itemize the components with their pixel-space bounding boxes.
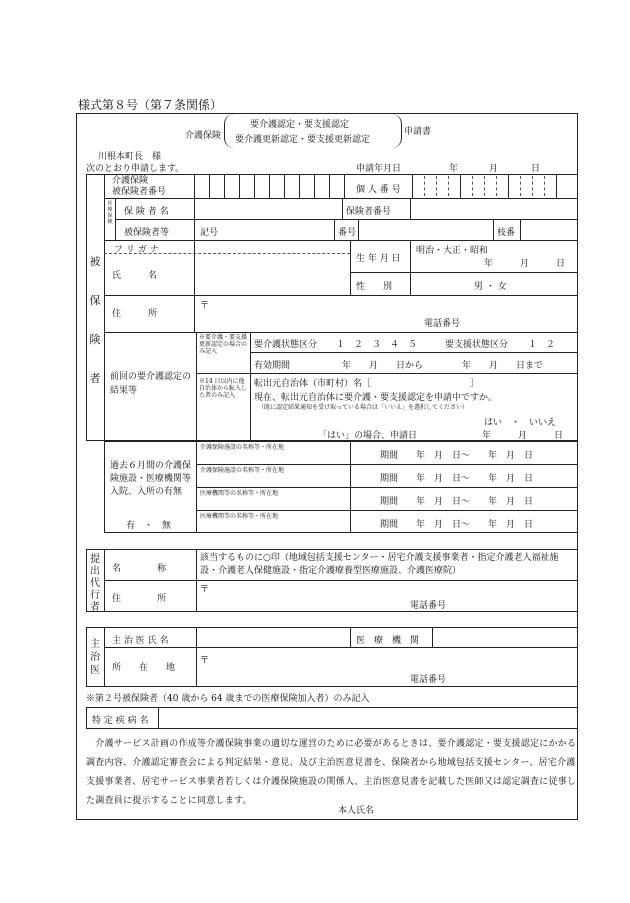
title-prefix: 介護保険 xyxy=(185,131,222,141)
facilities-label: 過去６月間の介護保険施設・医療機関等入院、入所の有無 xyxy=(110,461,192,497)
agent-address-input[interactable] xyxy=(212,581,576,611)
agent-phone-label: 電話番号 xyxy=(410,601,447,611)
symbol-label: 記号 xyxy=(200,228,219,238)
consent-text: 介護サービス計画の作成等介護保険事業の適切な運営のために必要があるときは、要介護認定・要支援認定にかかる調査内容、介護認定審査会による判定結果・意見、及び主治医意見書を、保険者から地域包括支援センター、居宅介護支援事業者、居宅サービス事業者若しくは介護保険施設の関係人、主治医意見書を記載した医師又は認定調査に従事した調査員に提示することに同意します。 xyxy=(86,739,577,806)
postal-mark: 〒 xyxy=(200,301,210,311)
insurer-name-label: 保 険 者 名 xyxy=(124,207,169,217)
title-line1: 要介護認定・要支援認定 xyxy=(250,120,350,130)
furigana-label: フ リ ガ ナ xyxy=(114,245,159,255)
doctor-section-label: 主 治 医 xyxy=(90,639,100,676)
institution-input[interactable] xyxy=(433,628,576,646)
care-level-label: 要介護状態区分 xyxy=(254,340,318,350)
renewal-note: ※要介護・要支援更新認定の場合のみ記入 xyxy=(199,334,248,355)
address-label: 住 所 xyxy=(112,309,158,319)
application-date-label: 申請年月日 xyxy=(356,164,402,174)
address-input[interactable] xyxy=(212,296,576,331)
support-level-label: 要支援状態区分 xyxy=(445,340,509,350)
current-application-note: （既に認定結果通知を受け取っている場合は「いいえ」を選択してください） xyxy=(258,404,469,411)
second-insured-note: ※第２号被保険者（40 歳から 64 歳までの医療保険加入者）のみ記入 xyxy=(86,694,370,704)
symbol-input[interactable] xyxy=(224,220,334,239)
birth-eras[interactable]: 明治・大正・昭和 xyxy=(416,246,489,256)
if-yes-label: 「はい」の場合、申請日 xyxy=(318,431,418,441)
sex-label: 性 別 xyxy=(356,282,393,292)
yes-no-option[interactable]: はい ・ いいえ xyxy=(484,418,557,428)
support-levels[interactable]: １ ２ xyxy=(528,340,556,350)
insurer-number-label: 保険者番号 xyxy=(346,207,392,217)
doctor-address-label: 所 在 地 xyxy=(112,663,176,673)
disease-label: 特 定 疾 病 名 xyxy=(92,716,149,726)
doctor-phone-label: 電話番号 xyxy=(410,675,447,685)
title-suffix: 申請書 xyxy=(404,127,432,137)
addressee: 川根本町長 様 xyxy=(98,152,162,162)
valid-from[interactable]: 年 月 日から xyxy=(342,361,424,371)
agent-postal-mark: 〒 xyxy=(200,585,210,595)
name-input[interactable] xyxy=(195,255,349,294)
doctor-name-input[interactable] xyxy=(197,628,348,646)
agent-name-label: 名 称 xyxy=(112,564,167,574)
valid-to[interactable]: 年 月 日まで xyxy=(462,361,544,371)
medical-insurance-label: 医 療 保 険 xyxy=(107,201,113,225)
disease-input[interactable] xyxy=(159,708,577,728)
facility-row-2-period[interactable]: 期間 年 月 日～ 年 月 日 xyxy=(380,474,534,484)
facility-row-4-period[interactable]: 期間 年 月 日～ 年 月 日 xyxy=(380,520,534,530)
name-label: 氏 名 xyxy=(112,271,158,281)
insured-number-label: 介護保険 被保険者番号 xyxy=(112,176,167,197)
origin-municipality[interactable]: 転出元自治体（市町村）名［ ］ xyxy=(254,379,480,389)
furigana-input[interactable] xyxy=(195,241,349,252)
sex-options[interactable]: 男 ・ 女 xyxy=(474,282,507,292)
doctor-address-input[interactable] xyxy=(212,648,576,686)
number-input[interactable] xyxy=(359,220,493,239)
number-label: 番号 xyxy=(338,228,357,238)
doctor-postal-mark: 〒 xyxy=(200,656,210,666)
facilities-yes-no[interactable]: 有 ・ 無 xyxy=(126,521,172,531)
facility-row-2-label: 介護保険施設の名称等・所在地 xyxy=(200,467,285,474)
transfer-note: ※14 日以内に他自治体から転入した者のみ記入 xyxy=(199,378,248,399)
birth-label: 生 年 月 日 xyxy=(356,254,401,264)
insurer-number-input[interactable] xyxy=(411,199,577,218)
branch-label: 枝番 xyxy=(497,228,516,238)
form-number: 様式第８号（第７条関係） xyxy=(78,98,223,112)
facility-row-4-label: 医療機関等の名称等・所在地 xyxy=(200,513,279,520)
personal-number-input[interactable] xyxy=(413,175,556,197)
date-month: 月 xyxy=(489,164,499,174)
agent-address-label: 住 所 xyxy=(112,594,167,604)
date-day: 日 xyxy=(531,164,541,174)
agent-section-label: 提 出 代 行 者 xyxy=(90,554,100,613)
application-date-input[interactable] xyxy=(422,158,534,172)
facility-row-3-label: 医療機関等の名称等・所在地 xyxy=(200,490,279,497)
personal-number-label: 個 人 番 号 xyxy=(356,185,401,195)
phone-label: 電話番号 xyxy=(424,319,461,329)
current-application-question: 現在、転出元自治体に要介護・要支援認定を申請中ですか。 xyxy=(254,393,498,403)
facility-row-1-label: 介護保険施設の名称等・所在地 xyxy=(200,444,285,451)
signature-input[interactable] xyxy=(380,800,570,816)
agent-note[interactable]: 該当するものに○印（地域包括支援センター・居宅介護支援事業者・指定介護老人福祉施設・介護老人保健施設・指定介護療養型医療施設、介護医療院） xyxy=(200,553,559,576)
doctor-name-label: 主 治 医 氏 名 xyxy=(112,636,169,646)
signature-label: 本人氏名 xyxy=(338,806,375,816)
date-year: 年 xyxy=(449,164,459,174)
valid-period-label: 有効期間 xyxy=(254,361,291,371)
care-levels[interactable]: １ ２ ３ ４ ５ xyxy=(336,340,418,350)
facility-row-3-period[interactable]: 期間 年 月 日～ 年 月 日 xyxy=(380,497,534,507)
facility-row-1-period[interactable]: 期間 年 月 日～ 年 月 日 xyxy=(380,451,534,461)
branch-input[interactable] xyxy=(521,220,577,239)
insured-etc-label: 被保険者等 xyxy=(124,228,170,238)
intro-text: 次のとおり申請します。 xyxy=(86,164,185,174)
insured-section-label: 被 保 険 者 xyxy=(89,255,101,385)
insurer-name-input[interactable] xyxy=(195,199,341,218)
birth-ymd[interactable]: 年 月 日 xyxy=(484,259,566,269)
if-yes-date[interactable]: 年 月 日 xyxy=(482,431,564,441)
title-line2: 要介護更新認定・要支援更新認定 xyxy=(235,135,371,145)
institution-label: 医 療 機 関 xyxy=(356,636,420,646)
insured-number-input[interactable] xyxy=(194,175,344,197)
previous-result-label: 前回の要介護認定の結果等 xyxy=(110,372,192,396)
